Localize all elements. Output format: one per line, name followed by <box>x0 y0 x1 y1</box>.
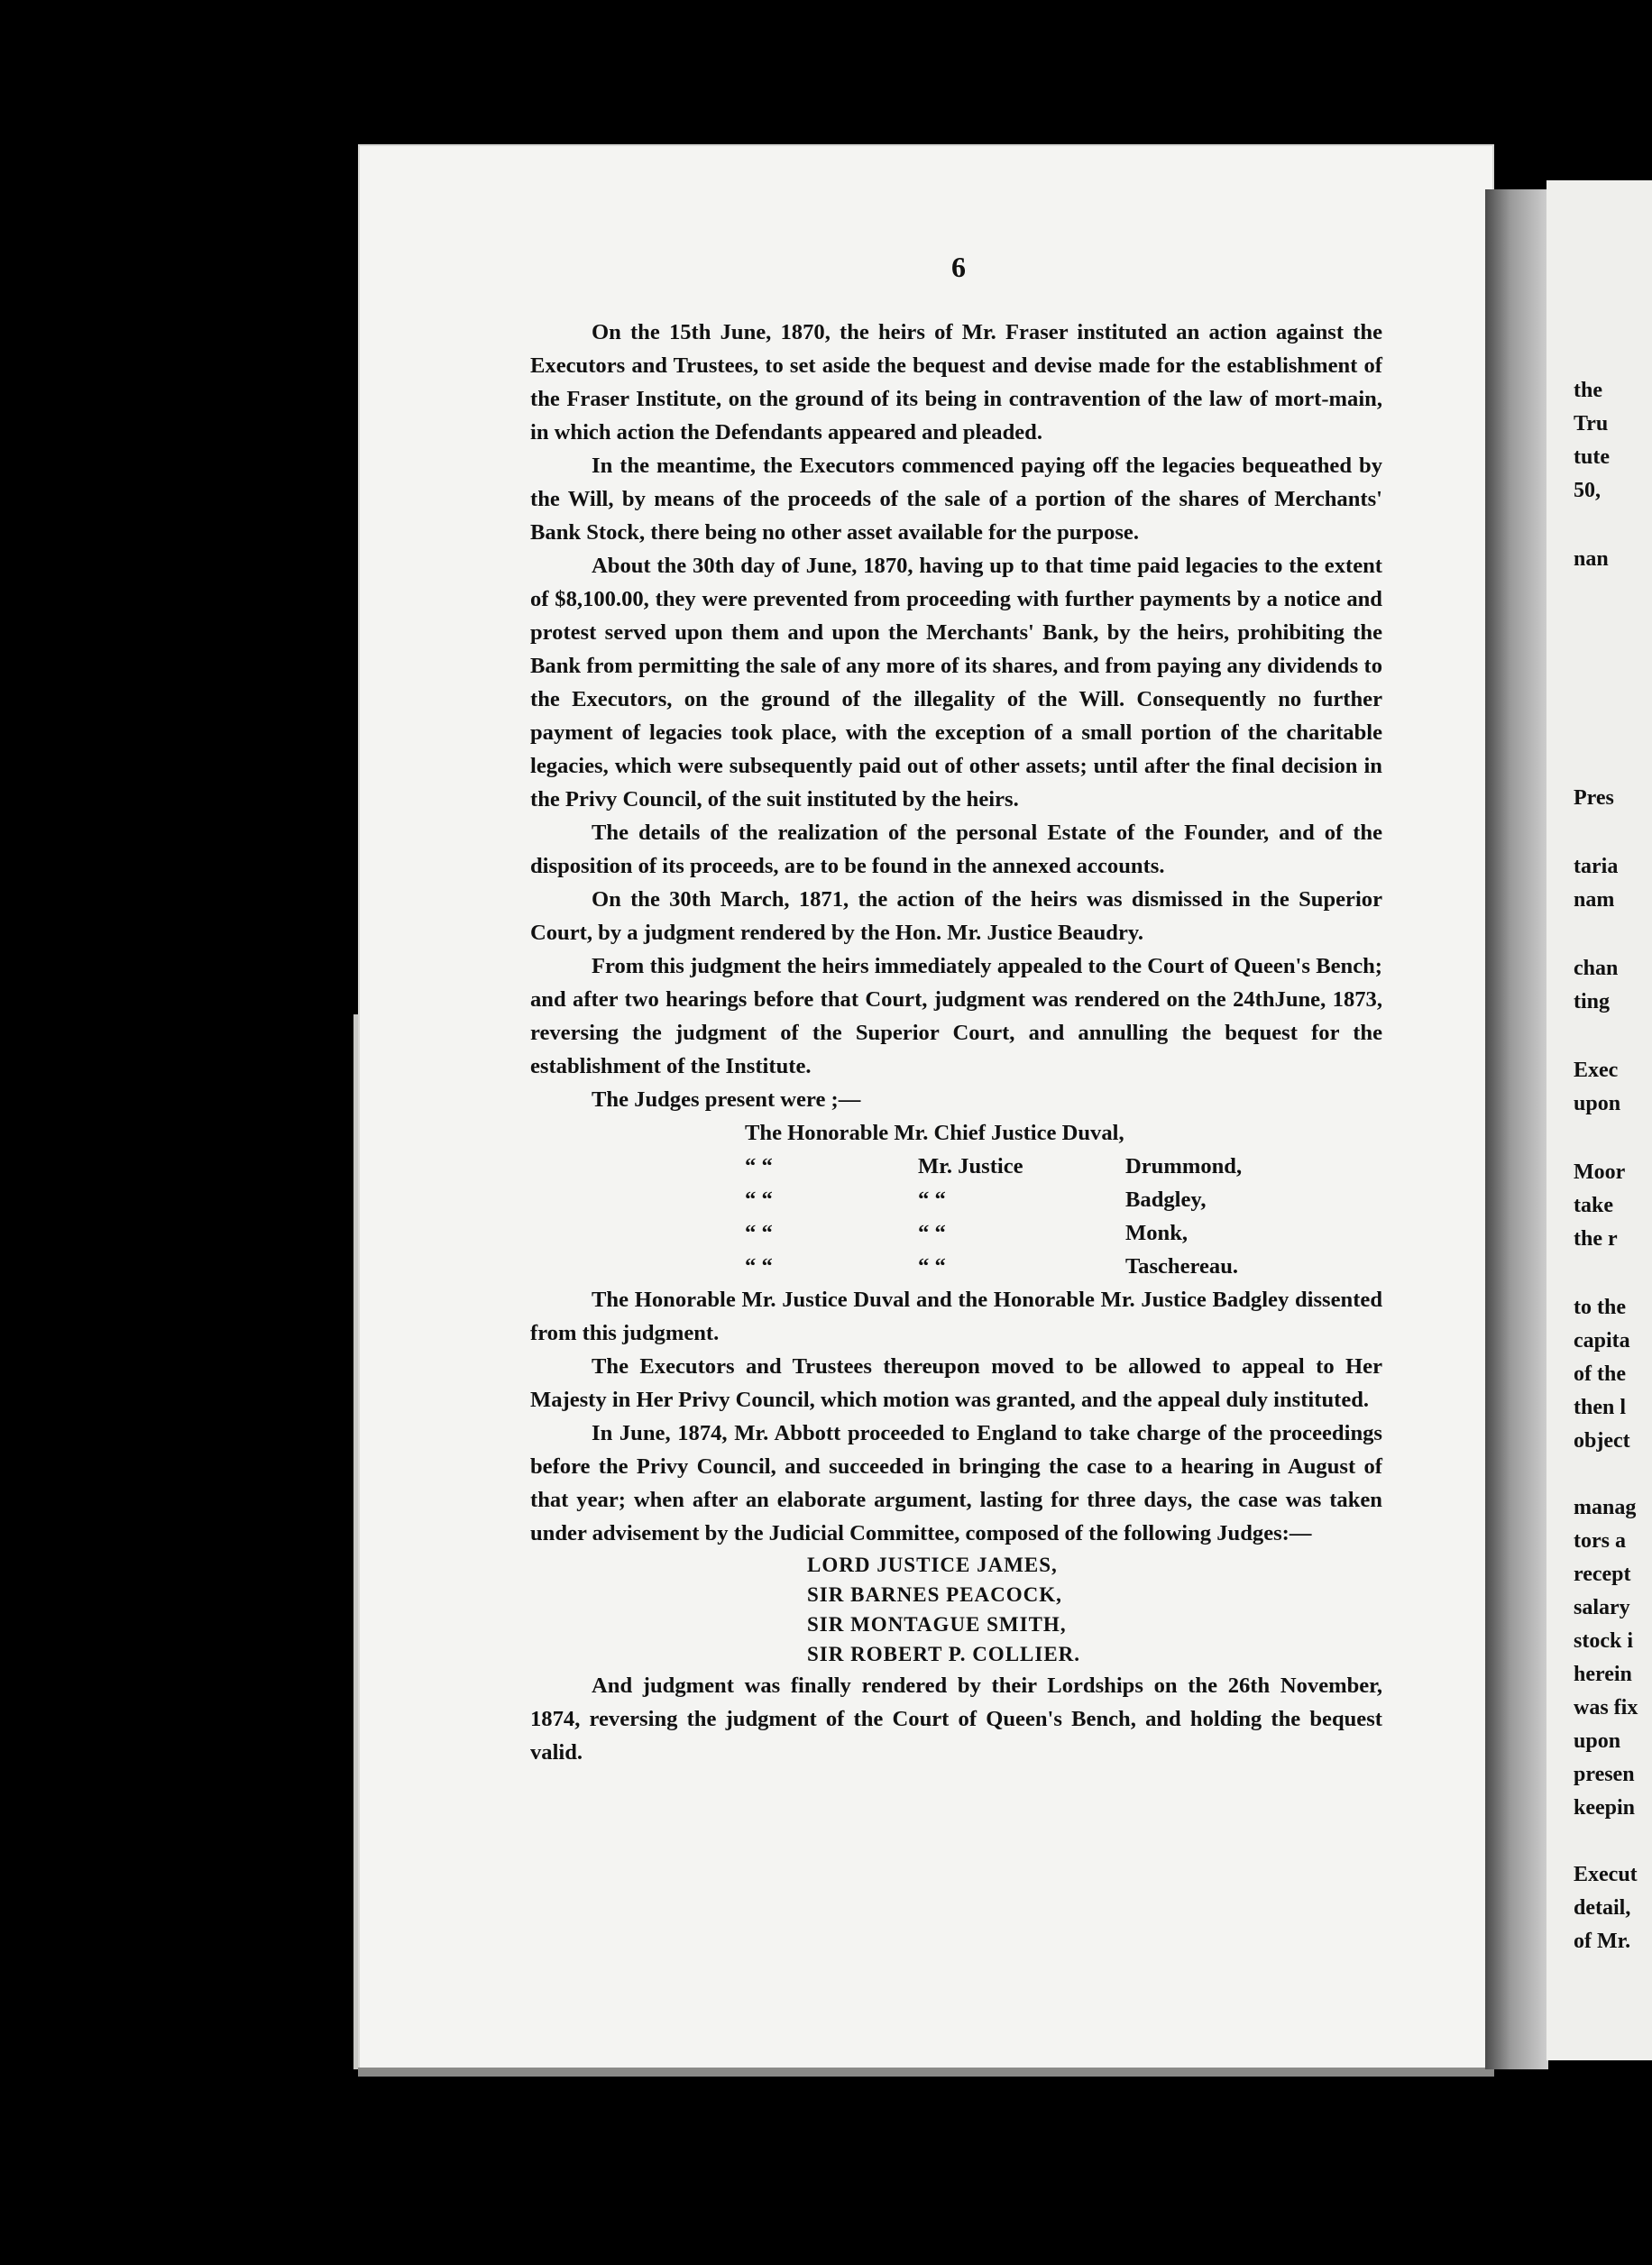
judge-title: “ “ <box>745 1154 773 1178</box>
paragraph: And judgment was finally rendered by their Lordships on the 26th November, 1874, reversing the judgment of the Court of Queen's Bench, and holding the bequest valid. <box>530 1674 1382 1765</box>
paragraph: On the 15th June, 1870, the heirs of Mr. Fraser instituted an action against the Executors and Trustees, to set aside the bequest and devise made for the establishment of the Fraser Institute, on the ground of its being in contravention of the law of mort-main, in which action the Defendants appeared and pleaded. <box>530 320 1382 445</box>
facing-fragment: the r <box>1574 1227 1618 1251</box>
judge-name: Taschereau. <box>1125 1254 1239 1279</box>
facing-fragment: then l <box>1574 1396 1627 1419</box>
page-bottom-shadow <box>358 2068 1494 2077</box>
facing-fragment: upon <box>1574 1729 1621 1753</box>
facing-fragment: presen <box>1574 1763 1635 1786</box>
paragraph: In the meantime, the Executors commenced paying off the legacies bequeathed by the Will, by means of the proceeds of the sale of a portion of the shares of Merchants' Bank Stock, there being no other asset available for the purpose. <box>530 454 1382 545</box>
paragraph: In June, 1874, Mr. Abbott proceeded to England to take charge of the proceedings before the Privy Council, and succeeded in bringing the case to a hearing in August of that year; when after an elaborate argument, lasting for three days, the case was taken under advisement by the Judicial Committee, composed of the following Judges:— <box>530 1421 1382 1545</box>
facing-fragment: tors a <box>1574 1529 1626 1553</box>
facing-fragment: upon <box>1574 1092 1621 1115</box>
judge-row <box>530 1116 1382 1150</box>
lord-name: SIR MONTAGUE SMITH, <box>807 1613 1067 1636</box>
judge-title: “ “ <box>745 1221 773 1245</box>
facing-fragment: to the <box>1574 1296 1626 1319</box>
facing-fragment: capita <box>1574 1329 1630 1353</box>
facing-fragment: taria <box>1574 855 1619 878</box>
judge-name: Drummond, <box>1125 1154 1243 1178</box>
facing-fragment: Tru <box>1574 412 1609 436</box>
facing-fragment: object <box>1574 1429 1630 1453</box>
judge-title: The Honorable Mr. Chief Justice Duval, <box>745 1121 1124 1145</box>
page-spine <box>1485 189 1548 2069</box>
judge-title: “ “ <box>745 1188 773 1212</box>
facing-fragment: take <box>1574 1194 1613 1217</box>
judge-row <box>530 1150 1382 1183</box>
facing-fragment: recept <box>1574 1563 1631 1586</box>
paragraph: The Judges present were ;— <box>592 1087 861 1112</box>
judges-list <box>530 1116 1382 1283</box>
paragraph: On the 30th March, 1871, the action of the heirs was dismissed in the Superior Court, by a judgment rendered by the Hon. Mr. Justice Beaudry. <box>530 887 1382 945</box>
facing-fragment: 50, <box>1574 479 1601 502</box>
lord-name: LORD JUSTICE JAMES, <box>807 1554 1058 1576</box>
judge-office: “ “ <box>918 1221 946 1245</box>
body-text <box>530 316 1382 1769</box>
facing-fragment: tute <box>1574 445 1610 469</box>
judge-row <box>530 1250 1382 1283</box>
judge-title: “ “ <box>745 1254 773 1279</box>
lord-name: SIR BARNES PEACOCK, <box>807 1583 1062 1606</box>
facing-fragment: of Mr. <box>1574 1930 1631 1953</box>
paragraph: The details of the realization of the personal Estate of the Founder, and of the disposition of its proceeds, are to be found in the annexed accounts. <box>530 821 1382 878</box>
page-number: 6 <box>951 251 966 283</box>
facing-fragment: keepin <box>1574 1796 1636 1820</box>
facing-fragment: detail, <box>1574 1896 1631 1920</box>
judge-name: Badgley, <box>1125 1188 1207 1212</box>
facing-fragment: nan <box>1574 547 1609 571</box>
facing-fragment: the <box>1574 379 1602 402</box>
facing-fragment: Exec <box>1574 1059 1619 1082</box>
judge-row <box>530 1216 1382 1250</box>
facing-fragment: of the <box>1574 1362 1626 1386</box>
facing-fragment: stock i <box>1574 1629 1633 1653</box>
judge-office: “ “ <box>918 1254 946 1279</box>
facing-fragment: Execut <box>1574 1863 1638 1886</box>
facing-fragment: Moor <box>1574 1160 1626 1184</box>
facing-page <box>1546 180 1652 2060</box>
facing-fragment: chan <box>1574 957 1619 980</box>
facing-fragment: ting <box>1574 990 1611 1013</box>
facing-fragment: herein <box>1574 1663 1632 1686</box>
paragraph: The Executors and Trustees thereupon moved to be allowed to appeal to Her Majesty in Her Privy Council, which motion was granted, and the appeal duly instituted. <box>530 1354 1382 1412</box>
judge-office: Mr. Justice <box>918 1154 1023 1178</box>
facing-fragment: salary <box>1574 1596 1630 1619</box>
lords-list <box>530 1550 1382 1669</box>
facing-fragment: Pres <box>1574 786 1614 810</box>
facing-fragment: was fix <box>1574 1696 1638 1719</box>
judge-row <box>530 1183 1382 1216</box>
paragraph: From this judgment the heirs immediately appealed to the Court of Queen's Bench; and after two hearings before that Court, judgment was rendered on the 24thJune, 1873, reversing the judgment of the Superior Court, and annulling the bequest for the establishment of the Institute. <box>530 954 1382 1078</box>
lord-name: SIR ROBERT P. COLLIER. <box>807 1643 1081 1665</box>
paragraph: The Honorable Mr. Justice Duval and the Honorable Mr. Justice Badgley dissented from this judgment. <box>530 1288 1382 1345</box>
judge-name: Monk, <box>1125 1221 1189 1245</box>
facing-fragment: manag <box>1574 1496 1637 1519</box>
judge-office: “ “ <box>918 1188 946 1212</box>
facing-fragment: nam <box>1574 888 1615 912</box>
paragraph: About the 30th day of June, 1870, having up to that time paid legacies to the extent of $8,100.00, they were prevented from proceeding with further payments by a notice and protest served upon them and upon the Merchants' Bank, by the heirs, prohibiting the Bank from permitting the sale of any more of its shares, and from paying any dividends to the Executors, on the ground of the illegality of the Will. Consequently no further payment of legacies took place, with the exception of a small portion of the charitable legacies, which were subsequently paid out of other assets; until after the final decision in the Privy Council, of the suit instituted by the heirs. <box>530 554 1382 812</box>
